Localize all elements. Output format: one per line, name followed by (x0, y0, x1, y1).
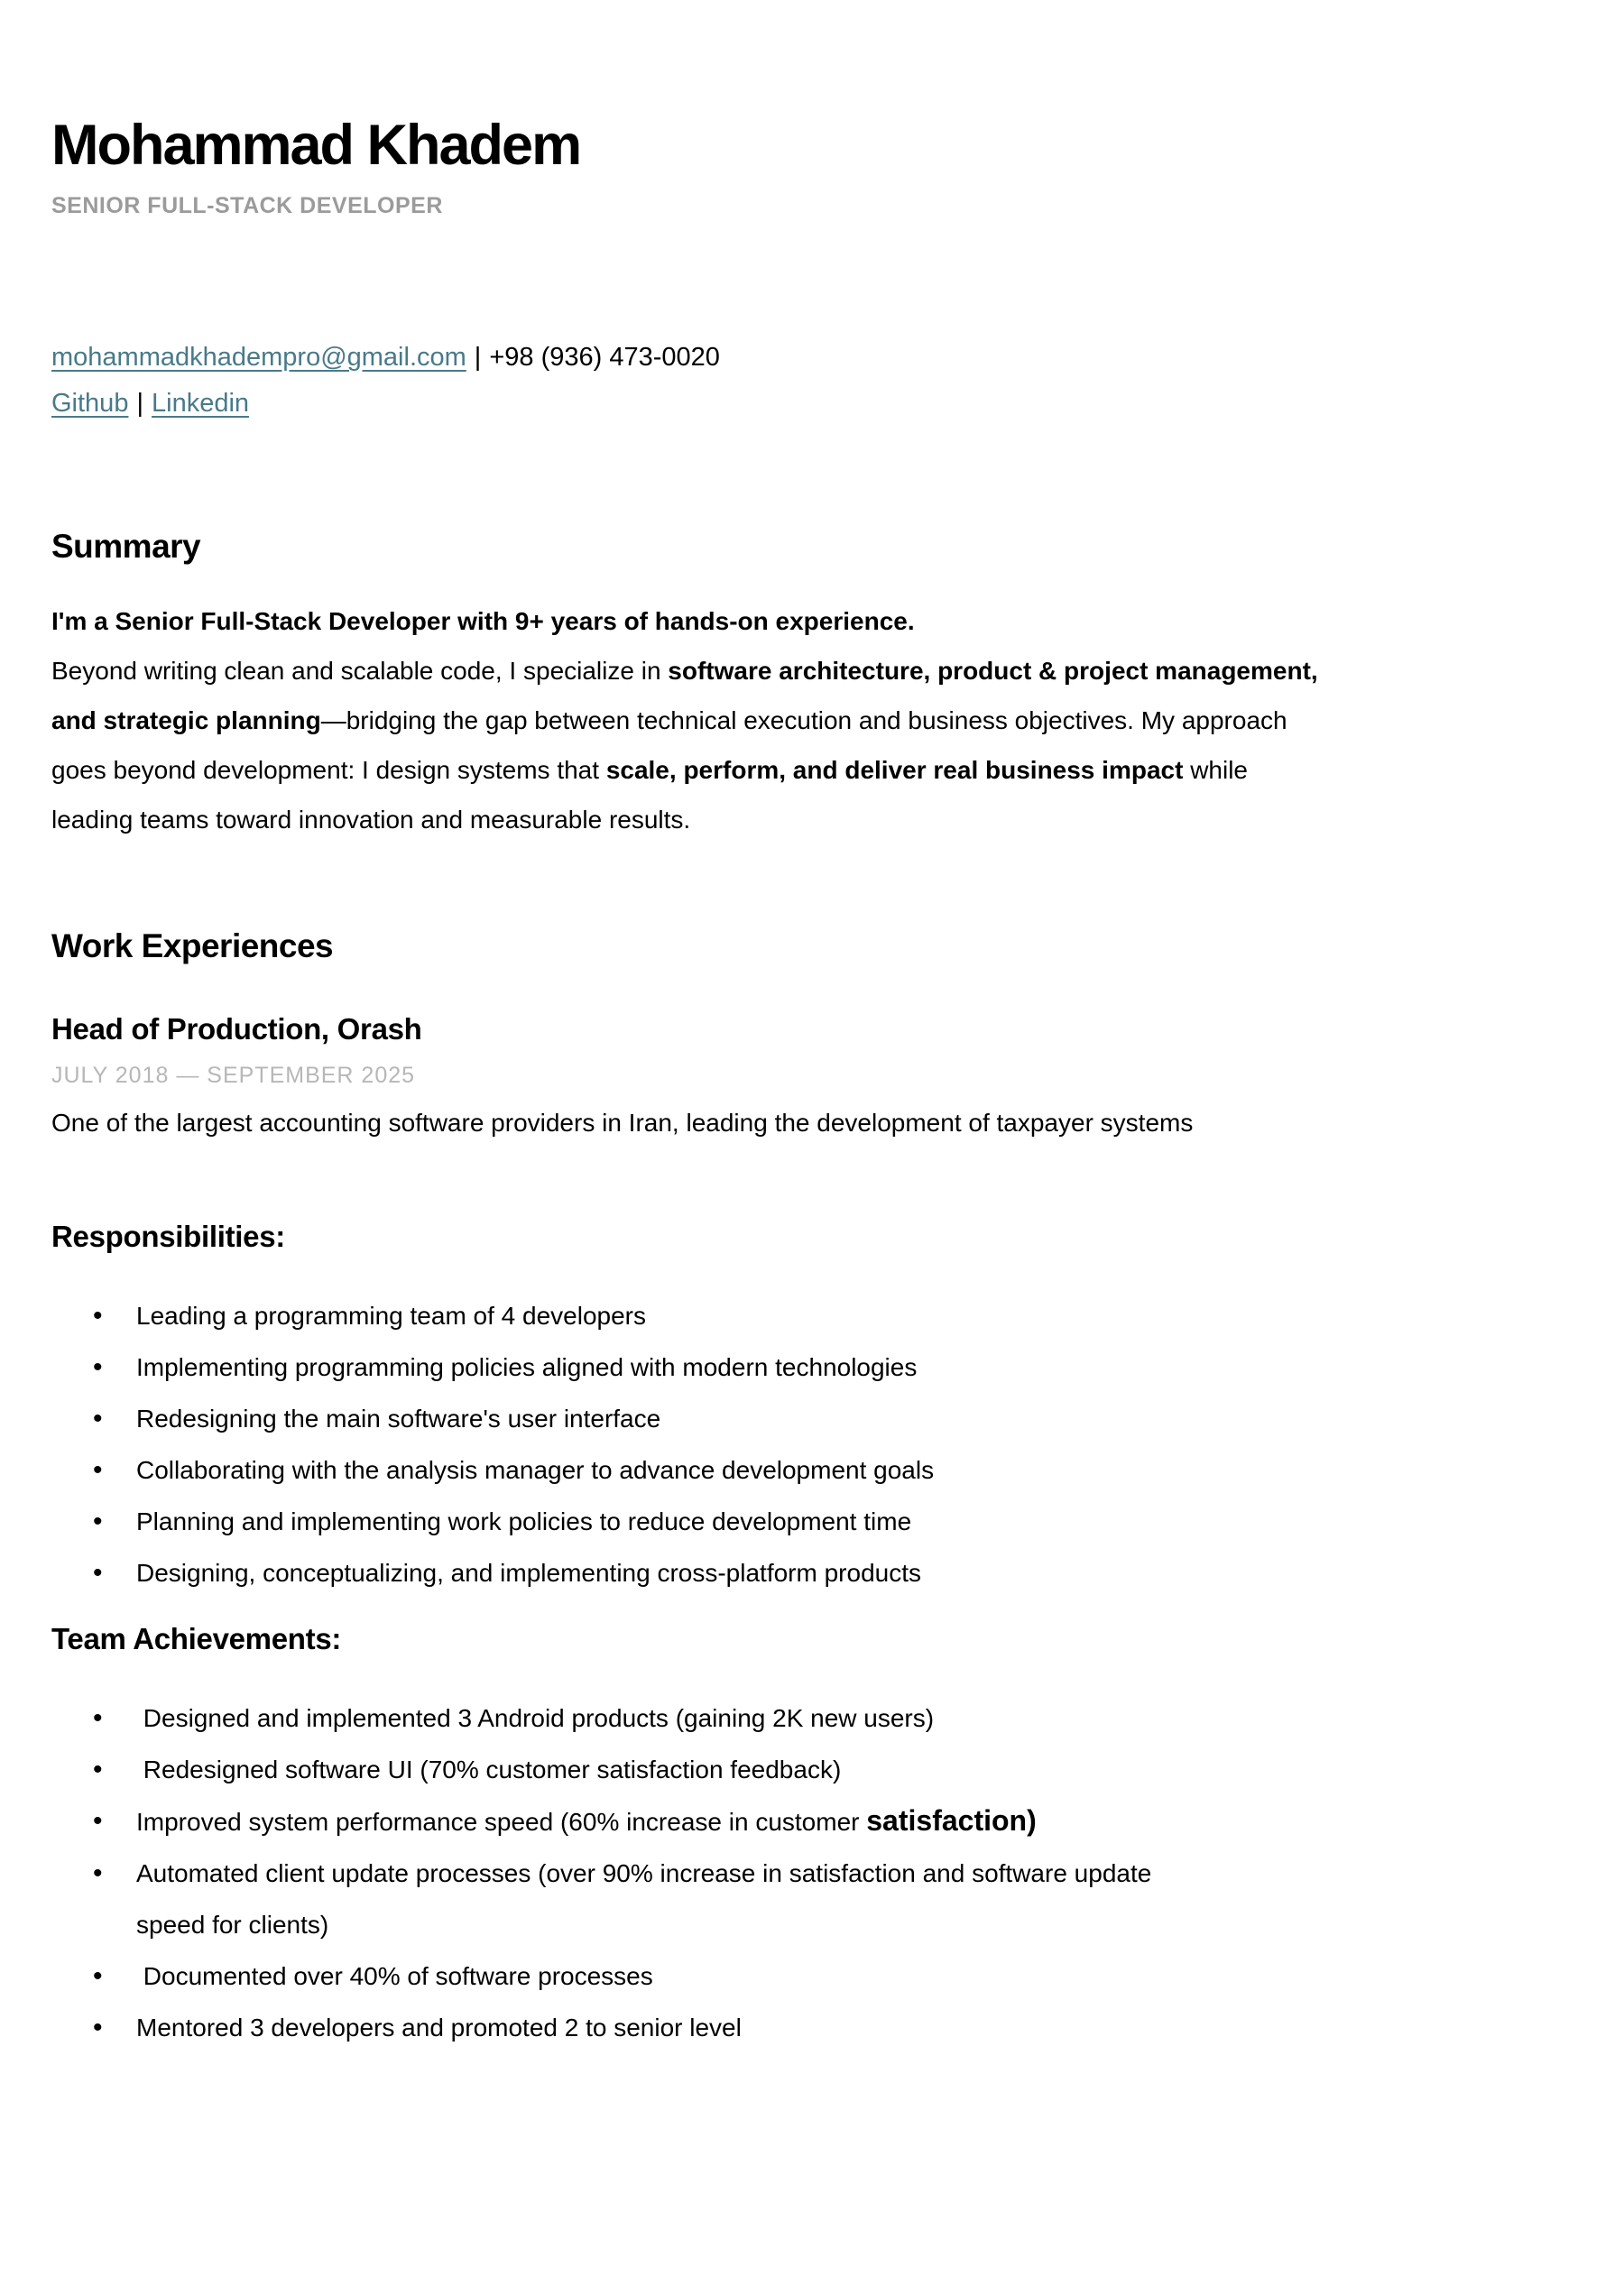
summary-seg-0: Beyond writing clean and scalable code, I specialize in (51, 657, 669, 686)
list-item: • Automated client update processes (over 90% increase in satisfaction and software update speed for clients) (93, 1848, 1224, 1950)
list-item: • Implementing programming policies aligned with modern technologies (93, 1341, 1224, 1393)
job-subtitle: SENIOR FULL-STACK DEVELOPER (51, 193, 443, 219)
list-item: • Planning and implementing work policies to reduce development time (93, 1496, 1224, 1547)
responsibilities-list (51, 1290, 1224, 1599)
summary-lead: I'm a Senior Full-Stack Developer with 9+ years of hands-on experience. (51, 607, 915, 636)
summary-seg-1: software architecture, product & project management, and strategic planning (51, 657, 1318, 735)
summary-seg-2: —bridging the gap between technical execution and business objectives. My approach goes beyond development: I design systems that (51, 706, 1287, 785)
contact-line-1 (51, 335, 1570, 381)
list-item: • Redesigned software UI (70% customer satisfaction feedback) (93, 1744, 1224, 1795)
contact-block (51, 335, 1570, 427)
summary-seg-3: scale, perform, and deliver real business impact (605, 756, 1184, 785)
work-experiences-heading: Work Experiences (51, 927, 334, 965)
list-item: • Redesigning the main software's user interface (93, 1393, 1224, 1444)
phone-number: +98 (936) 473-0020 (489, 343, 720, 373)
summary-seg-4: while leading teams toward innovation and measurable results. (51, 756, 1249, 834)
list-item: • Designed and implemented 3 Android products (gaining 2K new users) (93, 1692, 1224, 1744)
list-item: • Leading a programming team of 4 developers (93, 1290, 1224, 1341)
list-item: • Documented over 40% of software processes (93, 1950, 1224, 2002)
list-item: • Mentored 3 developers and promoted 2 to senior level (93, 2002, 1224, 2053)
person-name: Mohammad Khadem (51, 114, 581, 177)
github-link[interactable]: Github (51, 389, 129, 419)
linkedin-link[interactable]: Linkedin (152, 389, 250, 419)
contact-line-2 (51, 381, 1570, 427)
list-item: • Designing, conceptualizing, and implementing cross-platform products (93, 1547, 1224, 1599)
email-link[interactable]: mohammadkhadempro@gmail.com (51, 343, 466, 373)
achievements-list (51, 1692, 1224, 2053)
team-achievements-heading: Team Achievements: (51, 1622, 342, 1656)
list-item: • Collaborating with the analysis manager to advance development goals (93, 1444, 1224, 1496)
summary-heading: Summary (51, 528, 201, 566)
responsibilities-heading: Responsibilities: (51, 1220, 285, 1254)
achievement-bold-text: satisfaction) (866, 1804, 1037, 1838)
job-dates: JULY 2018 — SEPTEMBER 2025 (51, 1063, 416, 1089)
links-separator: | (136, 389, 143, 419)
job-title: Head of Production, Orash (51, 1012, 422, 1046)
company-description: One of the largest accounting software providers in Iran, leading the development of taxpayer systems (51, 1109, 1194, 1138)
achievement-text: Improved system performance speed (60% increase in customer (136, 1808, 867, 1837)
summary-paragraph (51, 596, 1324, 844)
contact-separator: | (474, 343, 482, 373)
list-item (93, 1795, 1224, 1848)
